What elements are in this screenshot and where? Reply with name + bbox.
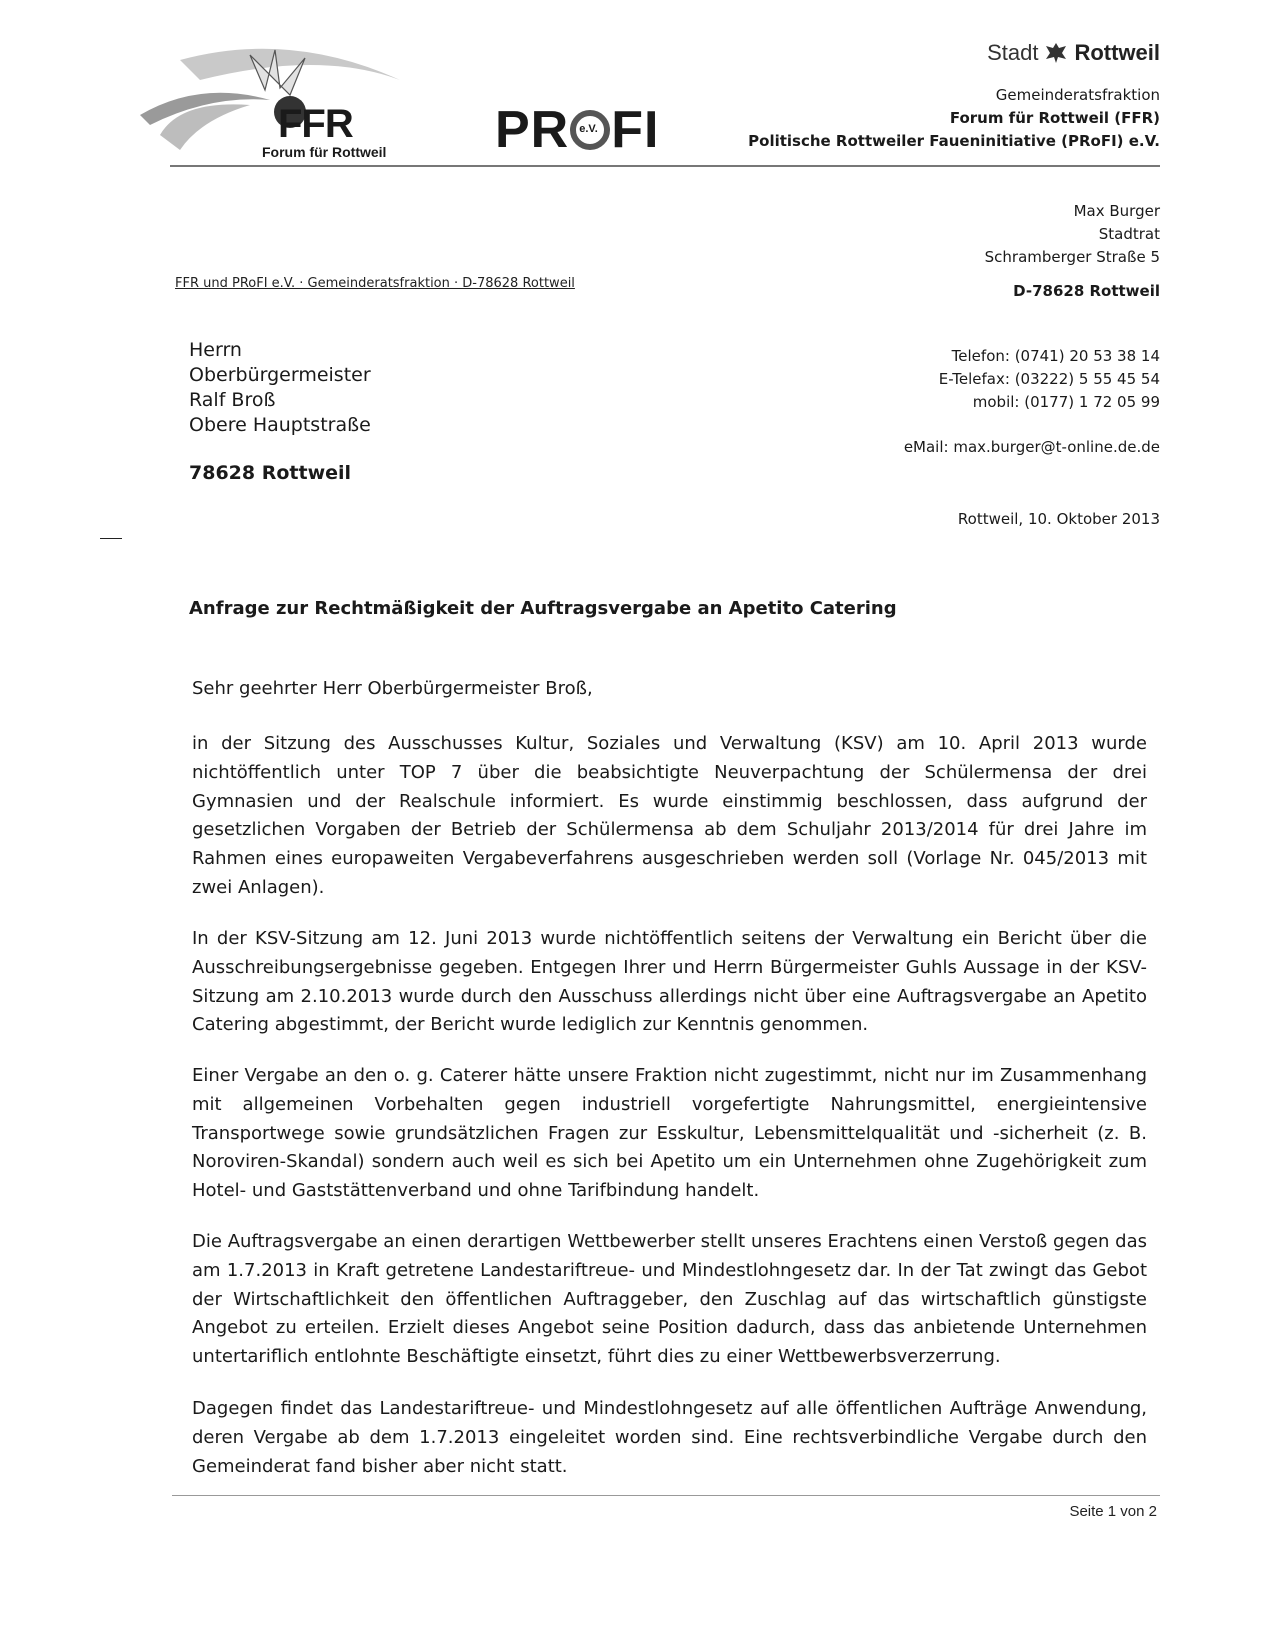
addressee-line: Herrn — [189, 339, 242, 361]
ffr-logo-subtitle: Forum für Rottweil — [262, 144, 387, 160]
profi-logo-text-1: PR — [495, 101, 570, 159]
contact-email: eMail: max.burger@t-online.de.de — [903, 438, 1160, 456]
letterhead-line: Politische Rottweiler Faueninitiative (PRoFI) e.V. — [748, 132, 1160, 150]
letterhead-line: Forum für Rottweil (FFR) — [949, 109, 1160, 127]
eagle-crest-icon — [1044, 41, 1068, 65]
letter-salutation: Sehr geehrter Herr Oberbürgermeister Broß, — [192, 678, 593, 699]
fold-mark — [100, 538, 122, 539]
body-paragraph: Einer Vergabe an den o. g. Caterer hätte unsere Fraktion nicht zugestimmt, nicht nur im Zusammenhang mit allgemeinen Vorbehalten gegen industriell vorgefertigte Nahrungsmittel, energieintensive Transportwege sowie grundsätzlichen Fragen zur Esskultur, Lebensmittelqualität und -sicherheit (z. B. Noroviren-Skandal) sondern auch weil es sich bei Apetito um ein Unternehmen ohne Zugehörigkeit zum Hotel- und Gaststättenverband und ohne Tarifbindung handelt. — [192, 1065, 1147, 1202]
letter-date: Rottweil, 10. Oktober 2013 — [957, 510, 1160, 528]
ffr-logo-text: FFR — [278, 102, 353, 146]
sender-name: Max Burger — [1073, 202, 1160, 220]
header-divider — [170, 165, 1160, 167]
body-paragraph: Dagegen findet das Landestariftreue- und Mindestlohngesetz auf alle öffentlichen Aufträge Anwendung, deren Vergabe ab dem 1.7.2013 eingeleitet worden sind. Eine rechtsverbindliche Vergabe durch den Gemeinderat fand bisher aber nicht statt. — [192, 1398, 1147, 1477]
city-logo-prefix: Stadt — [987, 40, 1039, 65]
profi-logo-ev: e.V. — [579, 123, 598, 135]
letterhead-lines — [748, 84, 1160, 153]
sender-city: D-78628 Rottweil — [1013, 282, 1160, 300]
footer-divider — [172, 1495, 1160, 1496]
page-number: Seite 1 von 2 — [1069, 1503, 1157, 1520]
letter-subject: Anfrage zur Rechtmäßigkeit der Auftragsvergabe an Apetito Catering — [189, 598, 897, 619]
sender-role: Stadtrat — [1098, 225, 1160, 243]
addressee-line: Ralf Broß — [189, 389, 276, 411]
addressee-block — [189, 338, 371, 438]
contact-block — [939, 345, 1160, 414]
return-address: FFR und PRoFI e.V. · Gemeinderatsfraktion · D-78628 Rottweil — [175, 276, 575, 291]
contact-phone: Telefon: (0741) 20 53 38 14 — [951, 347, 1160, 365]
profi-logo — [495, 100, 659, 160]
addressee-line: Oberbürgermeister — [189, 364, 371, 386]
letterhead-line: Gemeinderatsfraktion — [995, 86, 1160, 104]
sender-street: Schramberger Straße 5 — [984, 248, 1160, 266]
contact-mobile: mobil: (0177) 1 72 05 99 — [972, 393, 1160, 411]
addressee-city: 78628 Rottweil — [189, 462, 352, 484]
body-paragraph: in der Sitzung des Ausschusses Kultur, Soziales und Verwaltung (KSV) am 10. April 2013 wurde nichtöffentlich unter TOP 7 über die beabsichtigte Neuverpachtung der Schülermensa der drei Gymnasien und der Realschule informiert. Es wurde einstimmig beschlossen, dass aufgrund der gesetzlichen Vorgaben der Betrieb der Schülermensa ab dem Schuljahr 2013/2014 für drei Jahre im Rahmen eines europaweiten Vergabeverfahrens ausgeschrieben werden soll (Vorlage Nr. 045/2013 mit zwei Anlagen). — [192, 733, 1147, 898]
body-paragraph: Die Auftragsvergabe an einen derartigen Wettbewerber stellt unseres Erachtens einen Verstoß gegen das am 1.7.2013 in Kraft getretene Landestariftreue- und Mindestlohngesetz dar. In der Tat zwingt das Gebot der Wirtschaftlichkeit den öffentlichen Auftraggeber, den Zuschlag auf das wirtschaftlich günstigste Angebot zu erteilen. Erzielt dieses Angebot seine Position dadurch, dass das anbietende Unternehmen untertariflich entlohnte Beschäftigte einsetzt, führt dies zu einer Wettbewerbsverzerrung. — [192, 1231, 1147, 1368]
addressee-line: Obere Hauptstraße — [189, 414, 371, 436]
body-paragraph: In der KSV-Sitzung am 12. Juni 2013 wurde nichtöffentlich seitens der Verwaltung ein Bericht über die Ausschreibungsergebnisse gegeben. Entgegen Ihrer und Herrn Bürgermeister Guhls Aussage in der KSV-Sitzung am 2.10.2013 wurde durch den Ausschuss allerdings nicht über eine Auftragsvergabe an Apetito Catering abgestimmt, der Bericht wurde lediglich zur Kenntnis genommen. — [192, 928, 1147, 1036]
profi-logo-text-2: FI — [611, 101, 660, 159]
sender-block — [985, 200, 1160, 269]
profi-o-graphic — [569, 109, 611, 151]
ffr-logo — [140, 40, 440, 160]
city-logo — [987, 40, 1160, 66]
city-logo-name: Rottweil — [1074, 40, 1160, 65]
contact-fax: E-Telefax: (03222) 5 55 45 54 — [938, 370, 1160, 388]
